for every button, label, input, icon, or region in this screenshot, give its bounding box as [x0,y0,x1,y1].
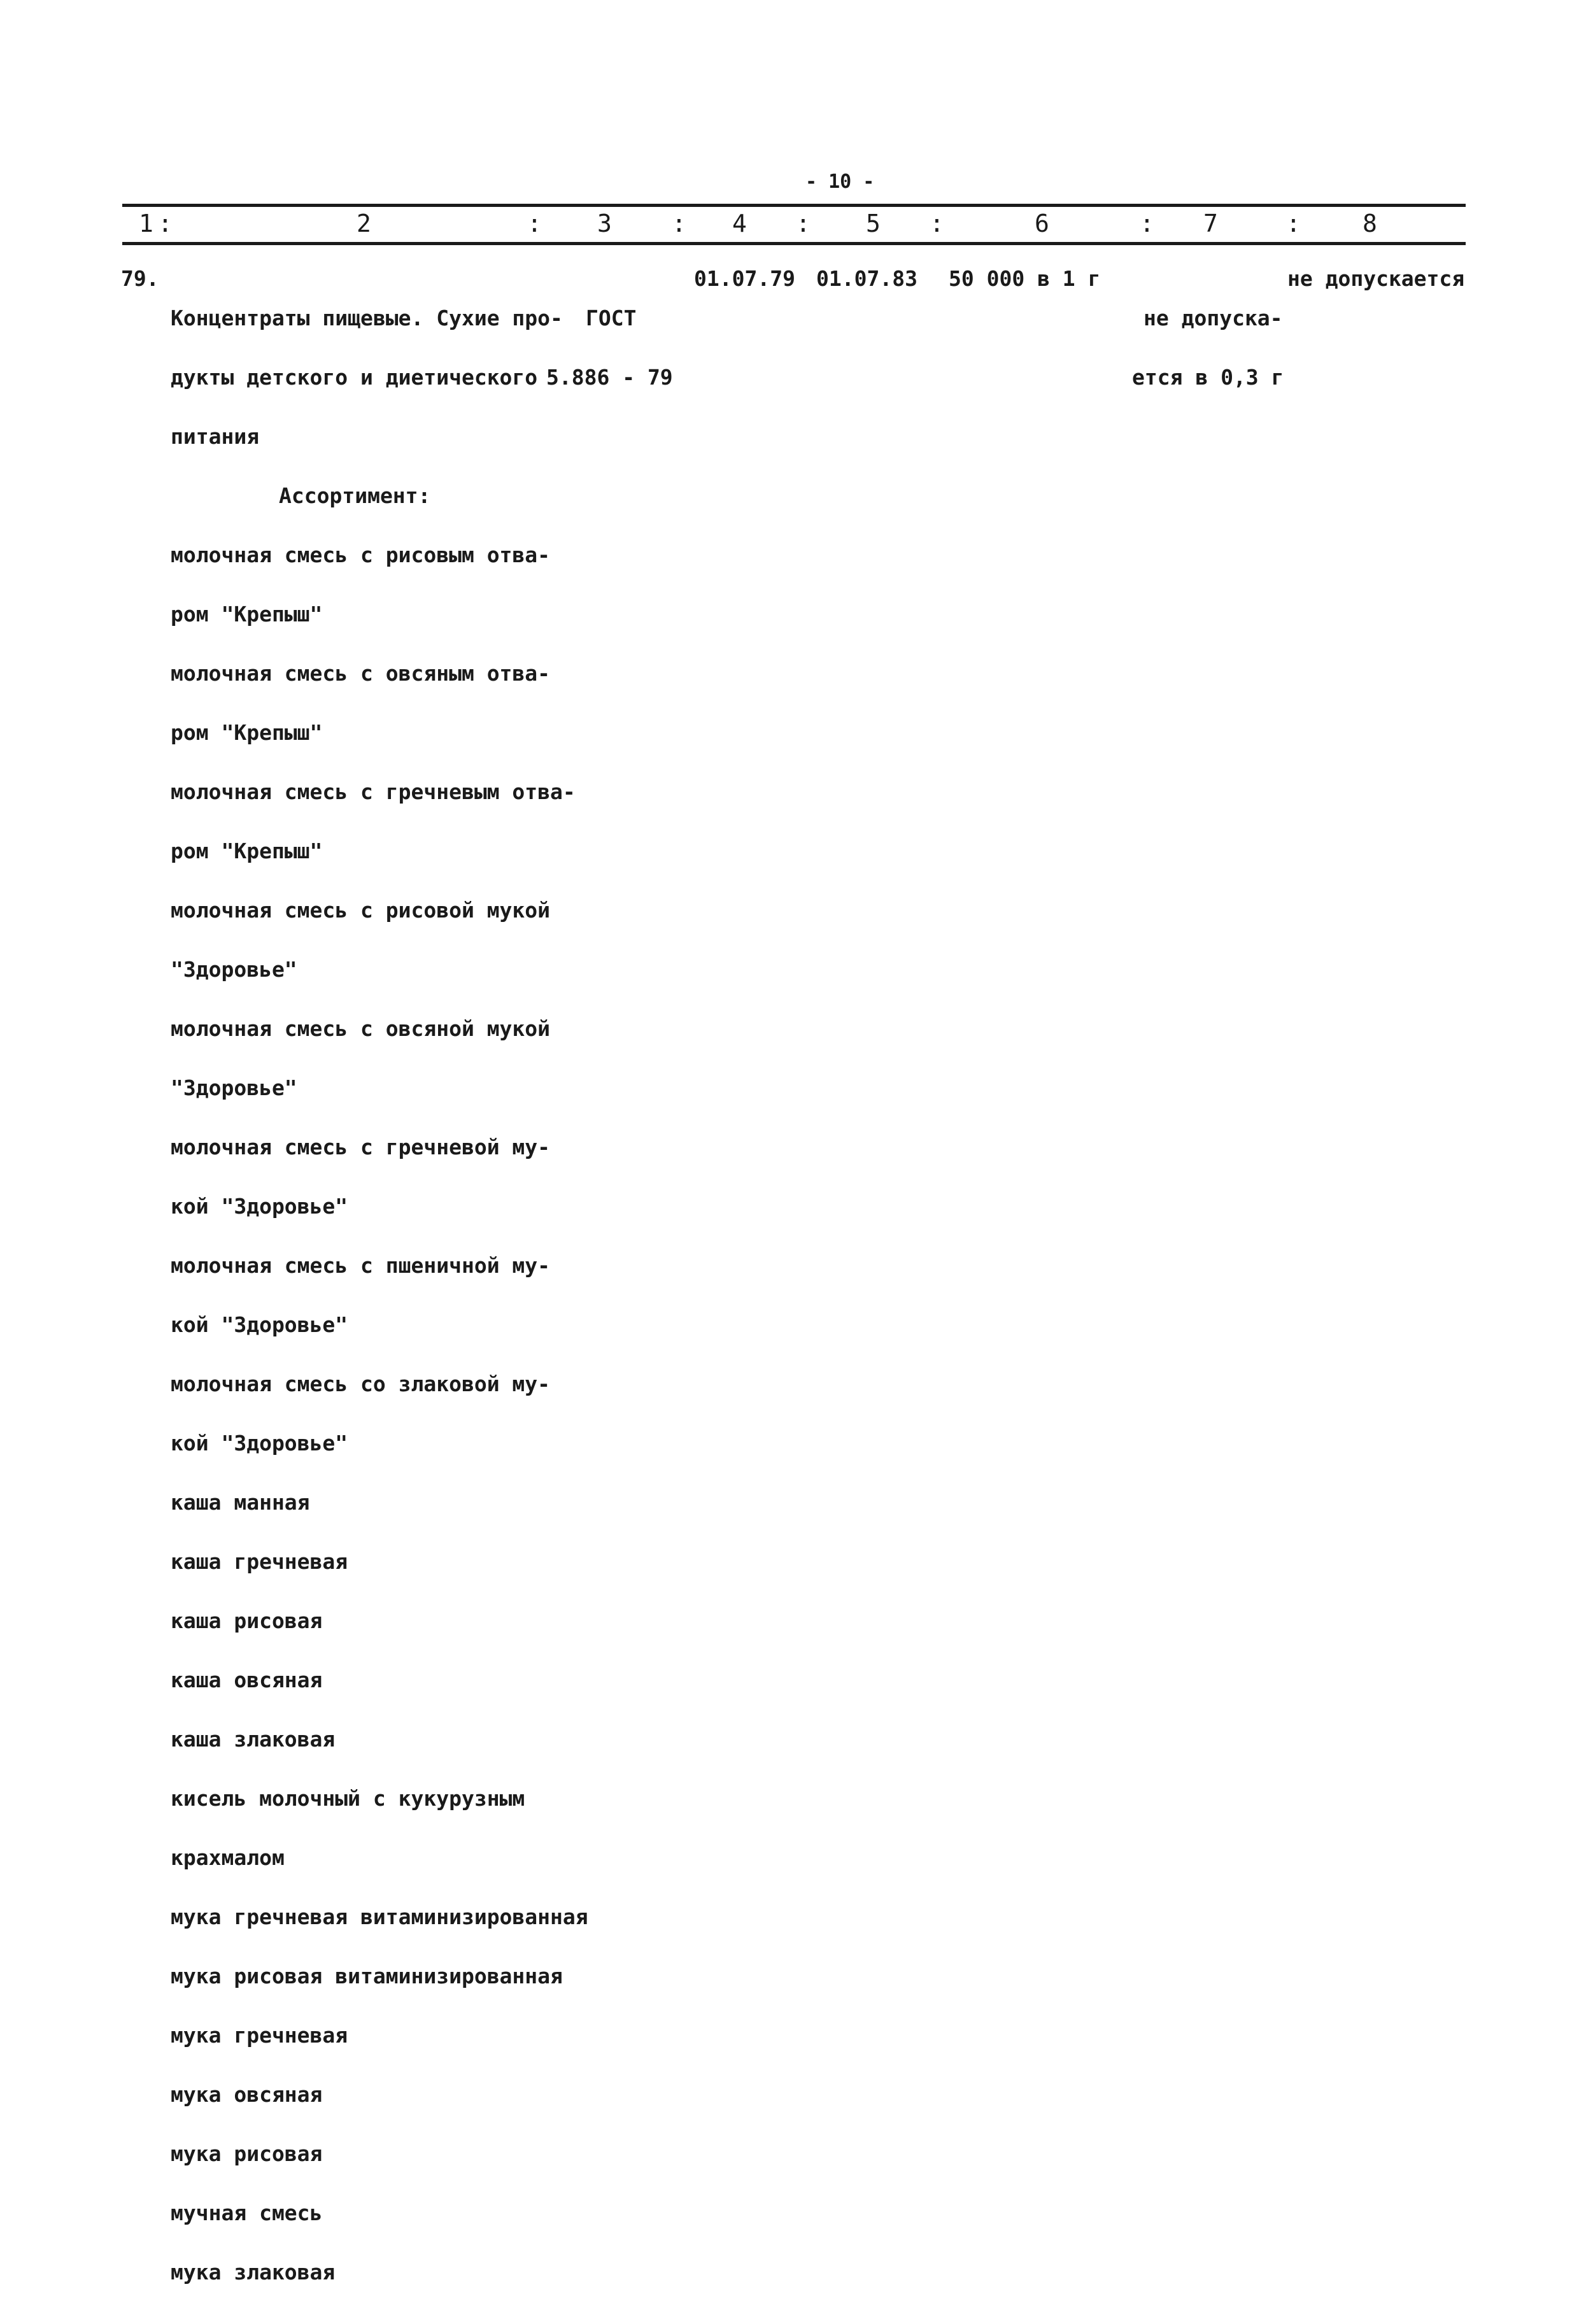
column-separator: : [672,209,686,237]
column-header-5: 5 [866,209,881,237]
assortment-item: молочная смесь с рисовой мукой [171,898,551,923]
column-separator: : [796,209,811,237]
assortment-heading: Ассортимент: [279,483,431,508]
column-header-4: 4 [732,209,747,237]
column-separator: : [158,209,173,237]
assortment-item: мука рисовая [171,2141,323,2166]
entry-col6: 50 000 в 1 г [949,266,1101,291]
column-header-6: 6 [1035,209,1049,237]
assortment-item: мука гречневая [171,2023,348,2048]
assortment-item: каша овсяная [171,1668,323,1692]
assortment-item: кой "Здоровье" [171,1312,348,1337]
assortment-item: кой "Здоровье" [171,1431,348,1456]
assortment-item: каша злаковая [171,1727,336,1752]
col7-line: ется в 0,3 г [1132,365,1284,390]
column-separator: : [1140,209,1154,237]
assortment-item: мука овсяная [171,2082,323,2107]
column-header-3: 3 [597,209,612,237]
assortment-item: каша гречневая [171,1549,348,1574]
assortment-item: молочная смесь с овсяной мукой [171,1016,551,1041]
table-rule-bottom [122,242,1466,245]
assortment-item: молочная смесь с гречневым отва- [171,779,576,804]
column-separator: : [1286,209,1301,237]
assortment-item: мука злаковая [171,2260,336,2285]
column-header-7: 7 [1203,209,1218,237]
entry-date-to: 01.07.83 [816,266,917,291]
standard-line: 5.886 - 79 [546,365,673,390]
assortment-item: мука гречневая витаминизированная [171,1904,588,1929]
entry-number: 79. [121,266,159,291]
assortment-item: молочная смесь со злаковой му- [171,1371,551,1396]
assortment-item: ром "Крепыш" [171,720,323,745]
assortment-item: молочная смесь с пшеничной му- [171,1253,551,1278]
entry-standard [546,269,673,427]
assortment-item: мучная смесь [171,2200,323,2225]
assortment-item: каша манная [171,1490,310,1515]
assortment-item: кисель молочный с кукурузным [171,1786,525,1811]
entry-description [171,269,588,2321]
column-separator: : [930,209,944,237]
column-header-8: 8 [1363,209,1377,237]
assortment-item: мука рисовая витаминизированная [171,1964,563,1988]
column-header-2: 2 [357,209,371,237]
col7-line: не допуска- [1144,306,1283,330]
standard-line: ГОСТ [586,306,637,330]
assortment-item: ром "Крепыш" [171,602,323,627]
assortment-item: молочная смесь с рисовым отва- [171,542,551,567]
assortment-item: "Здоровье" [171,957,297,982]
title-line: питания [171,424,260,449]
entry-date-from: 01.07.79 [694,266,795,291]
page-number: - 10 - [805,171,875,193]
assortment-item: молочная смесь с гречневой му- [171,1135,551,1159]
assortment-item: крахмалом [171,1845,285,1870]
title-line: дукты детского и диетического [171,365,538,390]
entry-col7 [1132,269,1284,427]
column-header-1: 1 [139,209,153,237]
title-line: Концентраты пищевые. Сухие про- [171,306,563,330]
assortment-item: каша рисовая [171,1608,323,1633]
entry-col8: не допускается [1287,266,1465,291]
assortment-item: молочная смесь с овсяным отва- [171,661,551,686]
column-separator: : [527,209,542,237]
assortment-item: ром "Крепыш" [171,839,323,863]
assortment-item: кой "Здоровье" [171,1194,348,1219]
table-rule-top [122,204,1466,207]
assortment-item: "Здоровье" [171,1075,297,1100]
